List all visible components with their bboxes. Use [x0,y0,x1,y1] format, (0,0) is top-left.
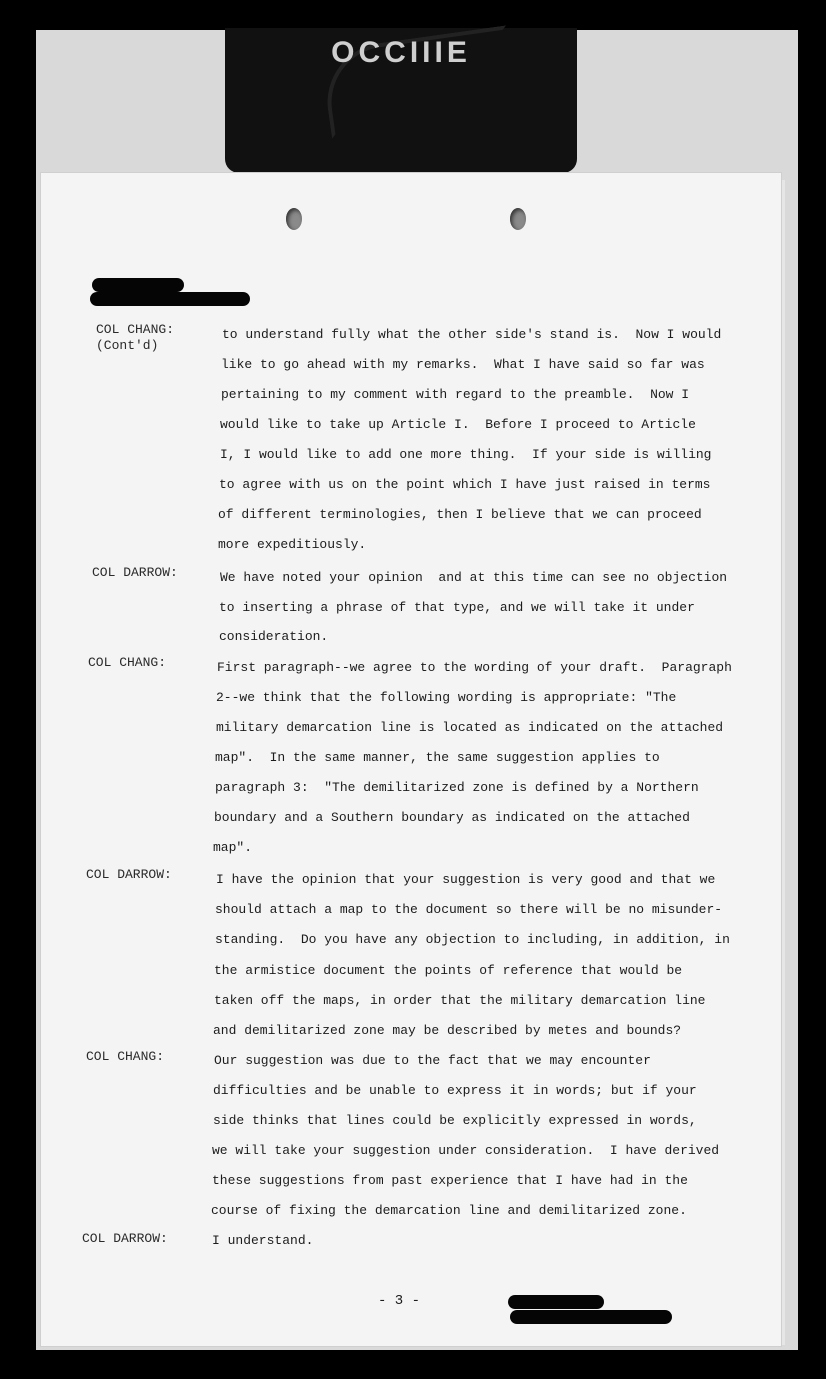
transcript-line: boundary and a Southern boundary as indicated on the attached [214,810,690,825]
speaker-label: COL DARROW: [92,565,178,580]
transcript-line: First paragraph--we agree to the wording of your draft. Paragraph [217,660,732,675]
punch-hole-left [286,208,302,230]
transcript-line: should attach a map to the document so there will be no misunder- [215,902,723,917]
speaker-label: COL CHANG: [86,1049,165,1064]
transcript-line: map". [213,840,253,855]
transcript-line: we will take your suggestion under consideration. I have derived [212,1143,720,1158]
transcript-line: and demilitarized zone may be described by metes and bounds? [213,1023,682,1038]
page-number: - 3 - [378,1293,421,1309]
transcript-line: more expeditiously. [218,537,367,552]
transcript-line: Our suggestion was due to the fact that we may encounter [214,1053,651,1068]
transcript-line: to inserting a phrase of that type, and we will take it under [219,600,695,615]
transcript-line: paragraph 3: "The demilitarized zone is defined by a Northern [215,780,699,795]
transcript-line: of different terminologies, then I believe that we can proceed [218,507,702,522]
transcript-line: I, I would like to add one more thing. If your side is willing [220,447,712,462]
speaker-label: COL CHANG: [88,655,167,670]
transcript-line: side thinks that lines could be explicitly expressed in words, [213,1113,697,1128]
transcript-line: these suggestions from past experience that I have had in the [212,1173,688,1188]
transcript-line: would like to take up Article I. Before I proceed to Article [220,417,696,432]
transcript-line: to understand fully what the other side's stand is. Now I would [222,327,722,342]
transcript-line: I have the opinion that your suggestion is very good and that we [216,872,716,887]
transcript-line: consideration. [219,629,329,644]
redaction-mark-bottom-2 [510,1310,672,1324]
transcript-line: course of fixing the demarcation line and demilitarized zone. [211,1203,687,1218]
binder-clip [225,28,577,173]
transcript-line: to agree with us on the point which I have just raised in terms [219,477,711,492]
transcript-line: 2--we think that the following wording is appropriate: "The [216,690,677,705]
clip-label: OCCIIIE [331,36,471,69]
speaker-label: COL DARROW: [86,867,172,882]
transcript-line: the armistice document the points of reference that would be [214,963,683,978]
transcript-line: map". In the same manner, the same suggestion applies to [215,750,660,765]
punch-hole-right [510,208,526,230]
transcript-line: difficulties and be unable to express it in words; but if your [213,1083,697,1098]
transcript-line: standing. Do you have any objection to including, in addition, in [215,932,730,947]
transcript-line: We have noted your opinion and at this time can see no objection [220,570,728,585]
speaker-label: COL DARROW: [82,1231,168,1246]
transcript-line: pertaining to my comment with regard to the preamble. Now I [221,387,690,402]
transcript-line: I understand. [212,1233,314,1248]
transcript-line: military demarcation line is located as indicated on the attached [216,720,724,735]
transcript-line: like to go ahead with my remarks. What I have said so far was [221,357,705,372]
redaction-mark-top-1 [92,278,184,292]
redaction-mark-bottom-1 [508,1295,604,1309]
transcript-line: taken off the maps, in order that the military demarcation line [214,993,706,1008]
redaction-mark-top-2 [90,292,250,306]
speaker-label: COL CHANG: (Cont'd) [96,322,175,353]
